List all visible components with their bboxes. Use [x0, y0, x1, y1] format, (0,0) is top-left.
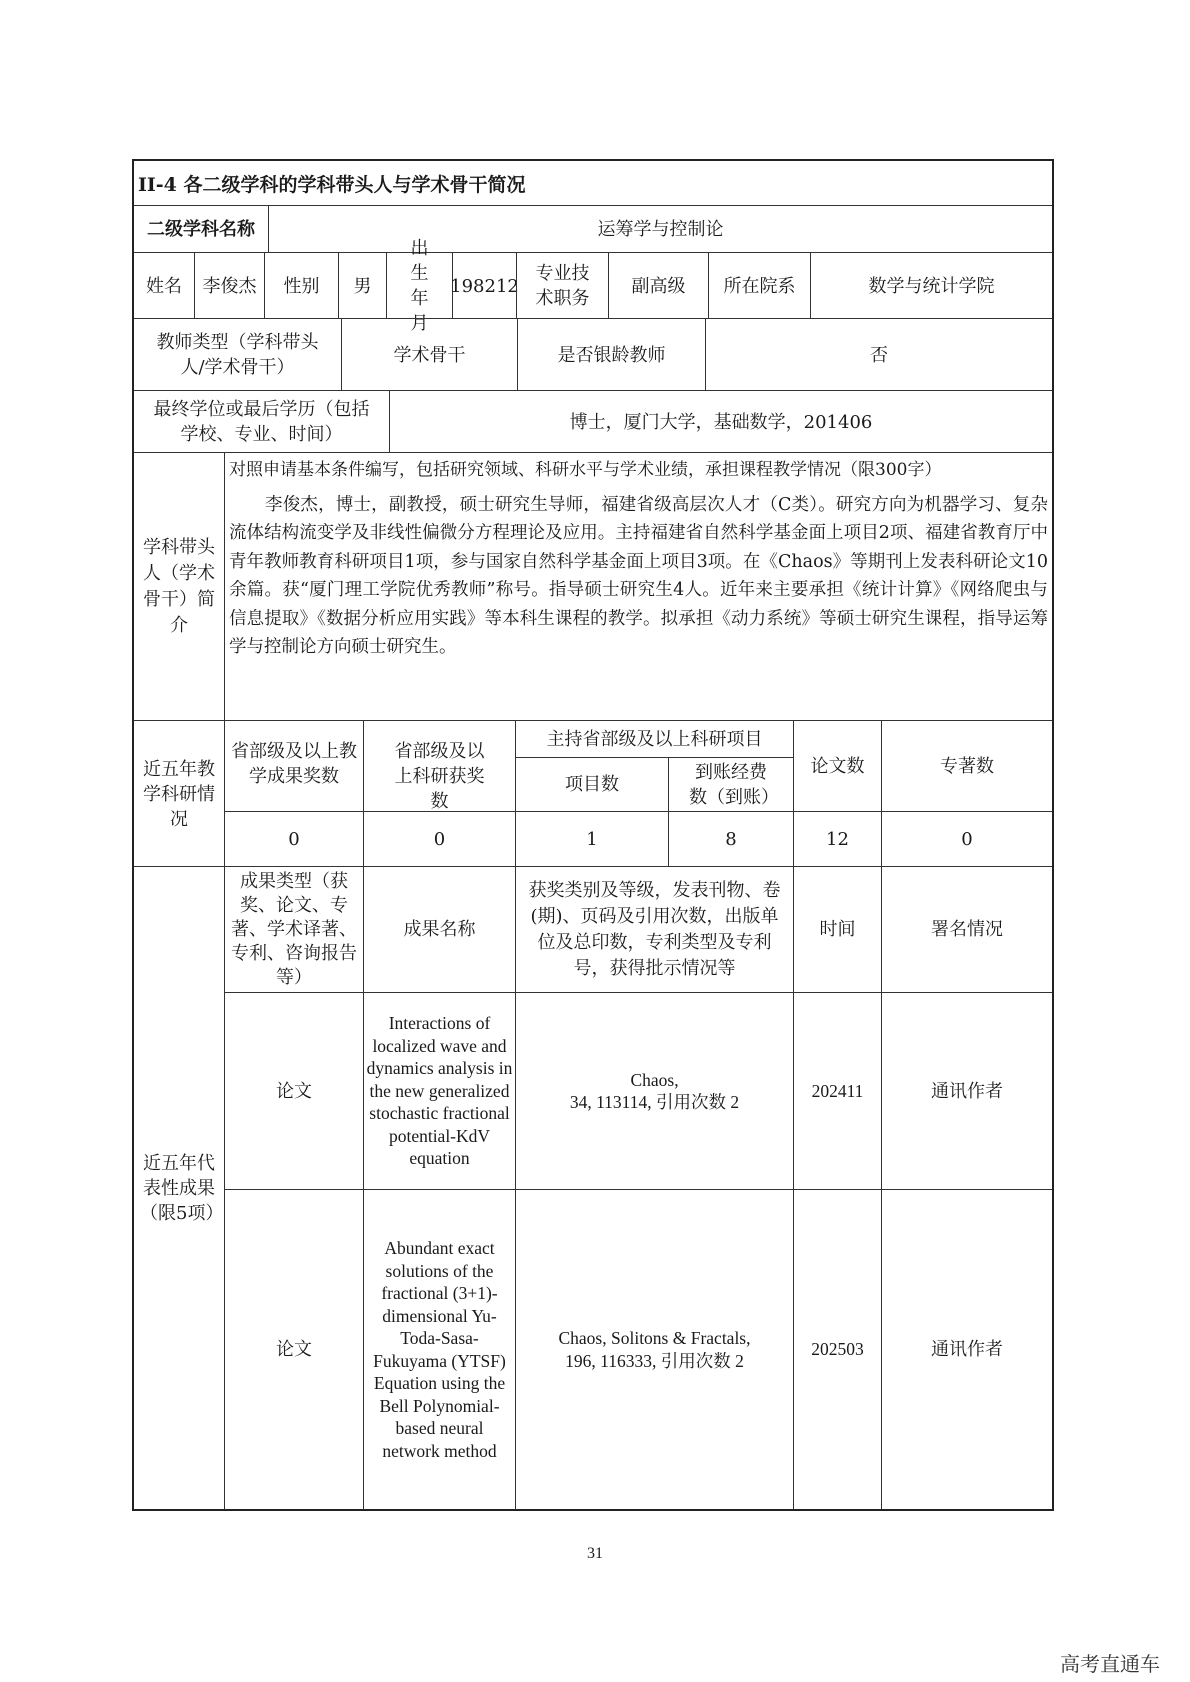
document-table [132, 159, 1054, 1511]
achievement-1-author: 通讯作者 [881, 992, 1052, 1189]
achievements-block [134, 866, 1052, 1509]
discipline-value: 运筹学与控制论 [268, 206, 1052, 253]
degree-label: 最终学位或最后学历（包括学校、专业、时间） [153, 399, 370, 445]
achievement-1-type: 论文 [224, 992, 363, 1189]
dept-value: 数学与统计学院 [810, 253, 1052, 319]
profile-label: 学科带头人（学术骨干）简介 [143, 537, 215, 636]
achievement-author-header: 署名情况 [881, 867, 1052, 992]
achievement-1-detail-line1: Chaos, [630, 1069, 679, 1090]
funding-header: 到账经费数（到账） [689, 761, 779, 808]
monographs-header: 专著数 [881, 721, 1052, 811]
achievement-2-time: 202503 [793, 1189, 881, 1509]
gender-value: 男 [338, 253, 386, 319]
projects-group-header: 主持省部级及以上科研项目 [516, 721, 793, 758]
person-row [134, 238, 1052, 334]
achievement-time-header: 时间 [793, 867, 881, 992]
teacher-type-label: 教师类型（学科带头人/学术骨干） [156, 332, 319, 378]
funding-value: 8 [668, 811, 793, 867]
research-stats-label: 近五年教学科研情况 [143, 758, 215, 830]
research-awards-header: 省部级及以上科研获奖数 [363, 721, 515, 811]
achievement-type-header: 成果类型（获奖、论文、专著、学术译著、专利、咨询报告等） [224, 867, 363, 992]
papers-value: 12 [793, 811, 881, 867]
achievement-name-header: 成果名称 [363, 867, 515, 992]
projects-group [515, 721, 793, 811]
degree-row [134, 390, 1052, 453]
degree-value: 博士，厦门大学，基础数学，201406 [389, 391, 1052, 453]
title-label: 专业技术职务 [516, 253, 608, 319]
teaching-awards-header: 省部级及以上教学成果奖数 [224, 721, 363, 811]
profile-body [224, 453, 1052, 721]
gender-label: 性别 [264, 253, 338, 319]
profile-row [134, 452, 1052, 721]
birth-value: 198212 [452, 253, 516, 319]
teaching-awards-value: 0 [224, 811, 363, 867]
achievement-1-detail-line2: 34, 113114, 引用次数 2 [569, 1092, 740, 1112]
project-count-header: 项目数 [516, 758, 669, 811]
name-label: 姓名 [146, 275, 182, 297]
watermark-text: 高考直通车 [1060, 1652, 1160, 1676]
achievement-2-author: 通讯作者 [881, 1189, 1052, 1509]
discipline-row [134, 205, 1052, 253]
senior-teacher-value: 否 [705, 319, 1052, 391]
achievement-2-name: Abundant exact solutions of the fractional (3+1)-dimensional Yu-Toda-Sasa-Fukuyama (YTSF) Equation using the Bell Polynomial-based neural network method [363, 1189, 515, 1509]
papers-header: 论文数 [793, 721, 881, 811]
achievement-2-detail-line2: 196, 116333, 引用次数 2 [565, 1350, 744, 1371]
profile-instruction: 对照申请基本条件编写，包括研究领域、科研水平与学术业绩，承担课程教学情况（限300字） [229, 460, 942, 480]
teacher-type-value: 学术骨干 [341, 319, 517, 391]
discipline-label: 二级学科名称 [147, 219, 255, 240]
name-value: 李俊杰 [194, 253, 264, 319]
achievement-2-detail-line1: Chaos, Solitons & Fractals, [558, 1328, 751, 1348]
achievement-2-type: 论文 [224, 1189, 363, 1509]
teacher-type-row [134, 318, 1052, 391]
project-count-value: 1 [515, 811, 668, 867]
section-title: II-4 各二级学科的学科带头人与学术骨干简况 [138, 173, 526, 196]
birth-label: 出生年月 [386, 253, 452, 319]
achievement-1-name: Interactions of localized wave and dynamics analysis in the new generalized stochastic fractional potential-KdV equation [363, 992, 515, 1189]
monographs-value: 0 [881, 811, 1052, 867]
achievement-detail-header: 获奖类别及等级，发表刊物、卷(期)、页码及引用次数，出版单位及总印数，专利类型及专利号，获得批示情况等 [515, 867, 793, 992]
dept-label: 所在院系 [708, 253, 810, 319]
achievement-1-detail [515, 992, 793, 1189]
research-stats-row [134, 720, 1052, 867]
achievement-2-detail [515, 1189, 793, 1509]
profile-text: 李俊杰，博士，副教授，硕士研究生导师，福建省级高层次人才（C类）。研究方向为机器学习、复杂流体结构流变学及非线性偏微分方程理论及应用。主持福建省自然科学基金面上项目2项、福建省教育厅中青年教师教育科研项目1项，参与国家自然科学基金面上项目3项。在《Chaos》等期刊上发表科研论文10余篇。获“厦门理工学院优秀教师”称号。指导硕士研究生4人。近年来主要承担《统计计算》《网络爬虫与信息提取》《数据分析应用实践》等本科生课程的教学。拟承担《动力系统》等硕士研究生课程，指导运筹学与控制论方向硕士研究生。 [229, 494, 1048, 657]
page-number: 31 [587, 1545, 603, 1562]
title-value: 副高级 [608, 253, 708, 319]
achievement-1-time: 202411 [793, 992, 881, 1189]
achievements-label: 近五年代表性成果（限5项） [140, 1152, 224, 1224]
research-awards-value: 0 [363, 811, 515, 867]
senior-teacher-label: 是否银龄教师 [517, 319, 705, 391]
